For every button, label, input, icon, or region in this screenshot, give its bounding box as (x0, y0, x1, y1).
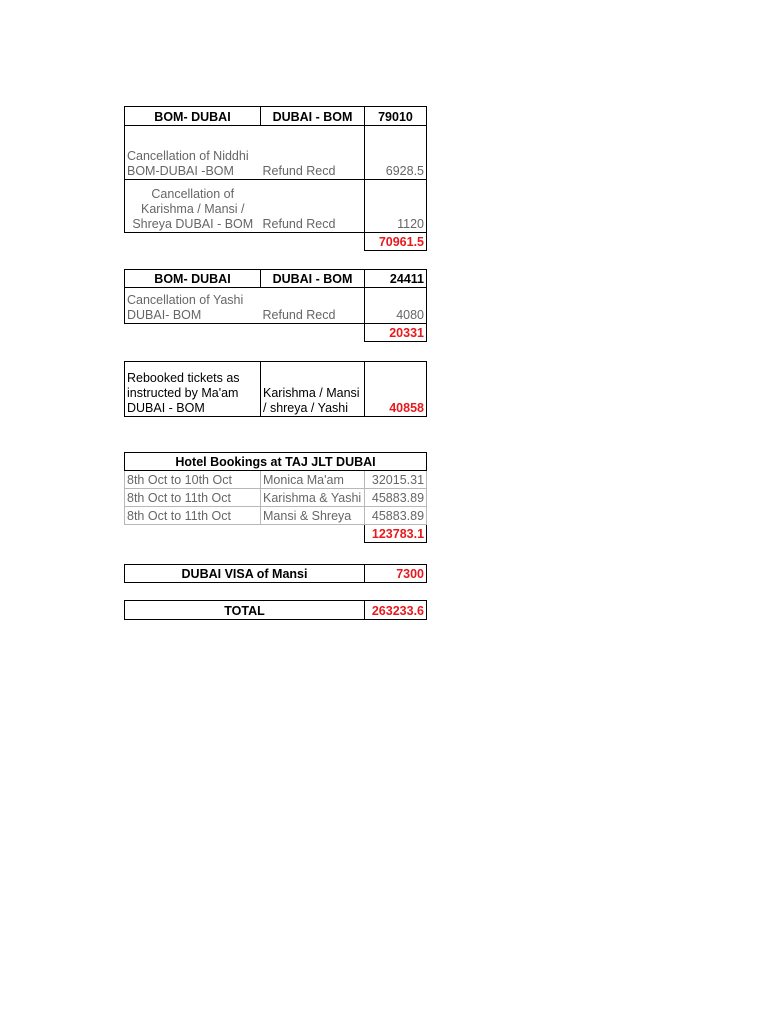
route-out-header: BOM- DUBAI (125, 270, 261, 288)
hotel-guest: Mansi & Shreya (261, 507, 365, 525)
subtotal-amount: 70961.5 (365, 233, 427, 251)
hotel-guest: Monica Ma'am (261, 471, 365, 489)
rebooked-desc: Rebooked tickets as instructed by Ma'am DUBAI - BOM (125, 362, 261, 417)
cancellation-desc: Cancellation of Karishma / Mansi / Shreya DUBAI - BOM (125, 180, 261, 233)
cancellation-desc: Cancellation of Niddhi BOM-DUBAI -BOM (125, 126, 261, 180)
visa-label: DUBAI VISA of Mansi (125, 565, 365, 583)
hotel-guest: Karishma & Yashi (261, 489, 365, 507)
refund-status: Refund Recd (261, 126, 365, 180)
hotel-dates: 8th Oct to 10th Oct (125, 471, 261, 489)
visa-table (124, 564, 427, 583)
total-amount: 263233.6 (365, 601, 427, 620)
hotel-amount: 45883.89 (365, 507, 427, 525)
refund-amount: 6928.5 (365, 126, 427, 180)
hotel-amount: 32015.31 (365, 471, 427, 489)
route-out-header: BOM- DUBAI (125, 107, 261, 126)
rebooked-table (124, 361, 427, 417)
subtotal-amount: 123783.1 (365, 525, 427, 543)
flight-table-2 (124, 269, 427, 342)
refund-status: Refund Recd (261, 288, 365, 324)
total-label: TOTAL (125, 601, 365, 620)
hotel-dates: 8th Oct to 11th Oct (125, 489, 261, 507)
total-table (124, 600, 427, 620)
rebooked-amount: 40858 (365, 362, 427, 417)
refund-status: Refund Recd (261, 180, 365, 233)
ticket-amount: 79010 (365, 107, 427, 126)
cancellation-desc: Cancellation of Yashi DUBAI- BOM (125, 288, 261, 324)
route-in-header: DUBAI - BOM (261, 270, 365, 288)
rebooked-names: Karishma / Mansi / shreya / Yashi (261, 362, 365, 417)
hotel-title: Hotel Bookings at TAJ JLT DUBAI (125, 453, 427, 471)
hotel-dates: 8th Oct to 11th Oct (125, 507, 261, 525)
visa-amount: 7300 (365, 565, 427, 583)
hotel-table (124, 452, 427, 543)
flight-table-1 (124, 106, 427, 251)
subtotal-amount: 20331 (365, 324, 427, 342)
ticket-amount: 24411 (365, 270, 427, 288)
route-in-header: DUBAI - BOM (261, 107, 365, 126)
refund-amount: 1120 (365, 180, 427, 233)
refund-amount: 4080 (365, 288, 427, 324)
hotel-amount: 45883.89 (365, 489, 427, 507)
